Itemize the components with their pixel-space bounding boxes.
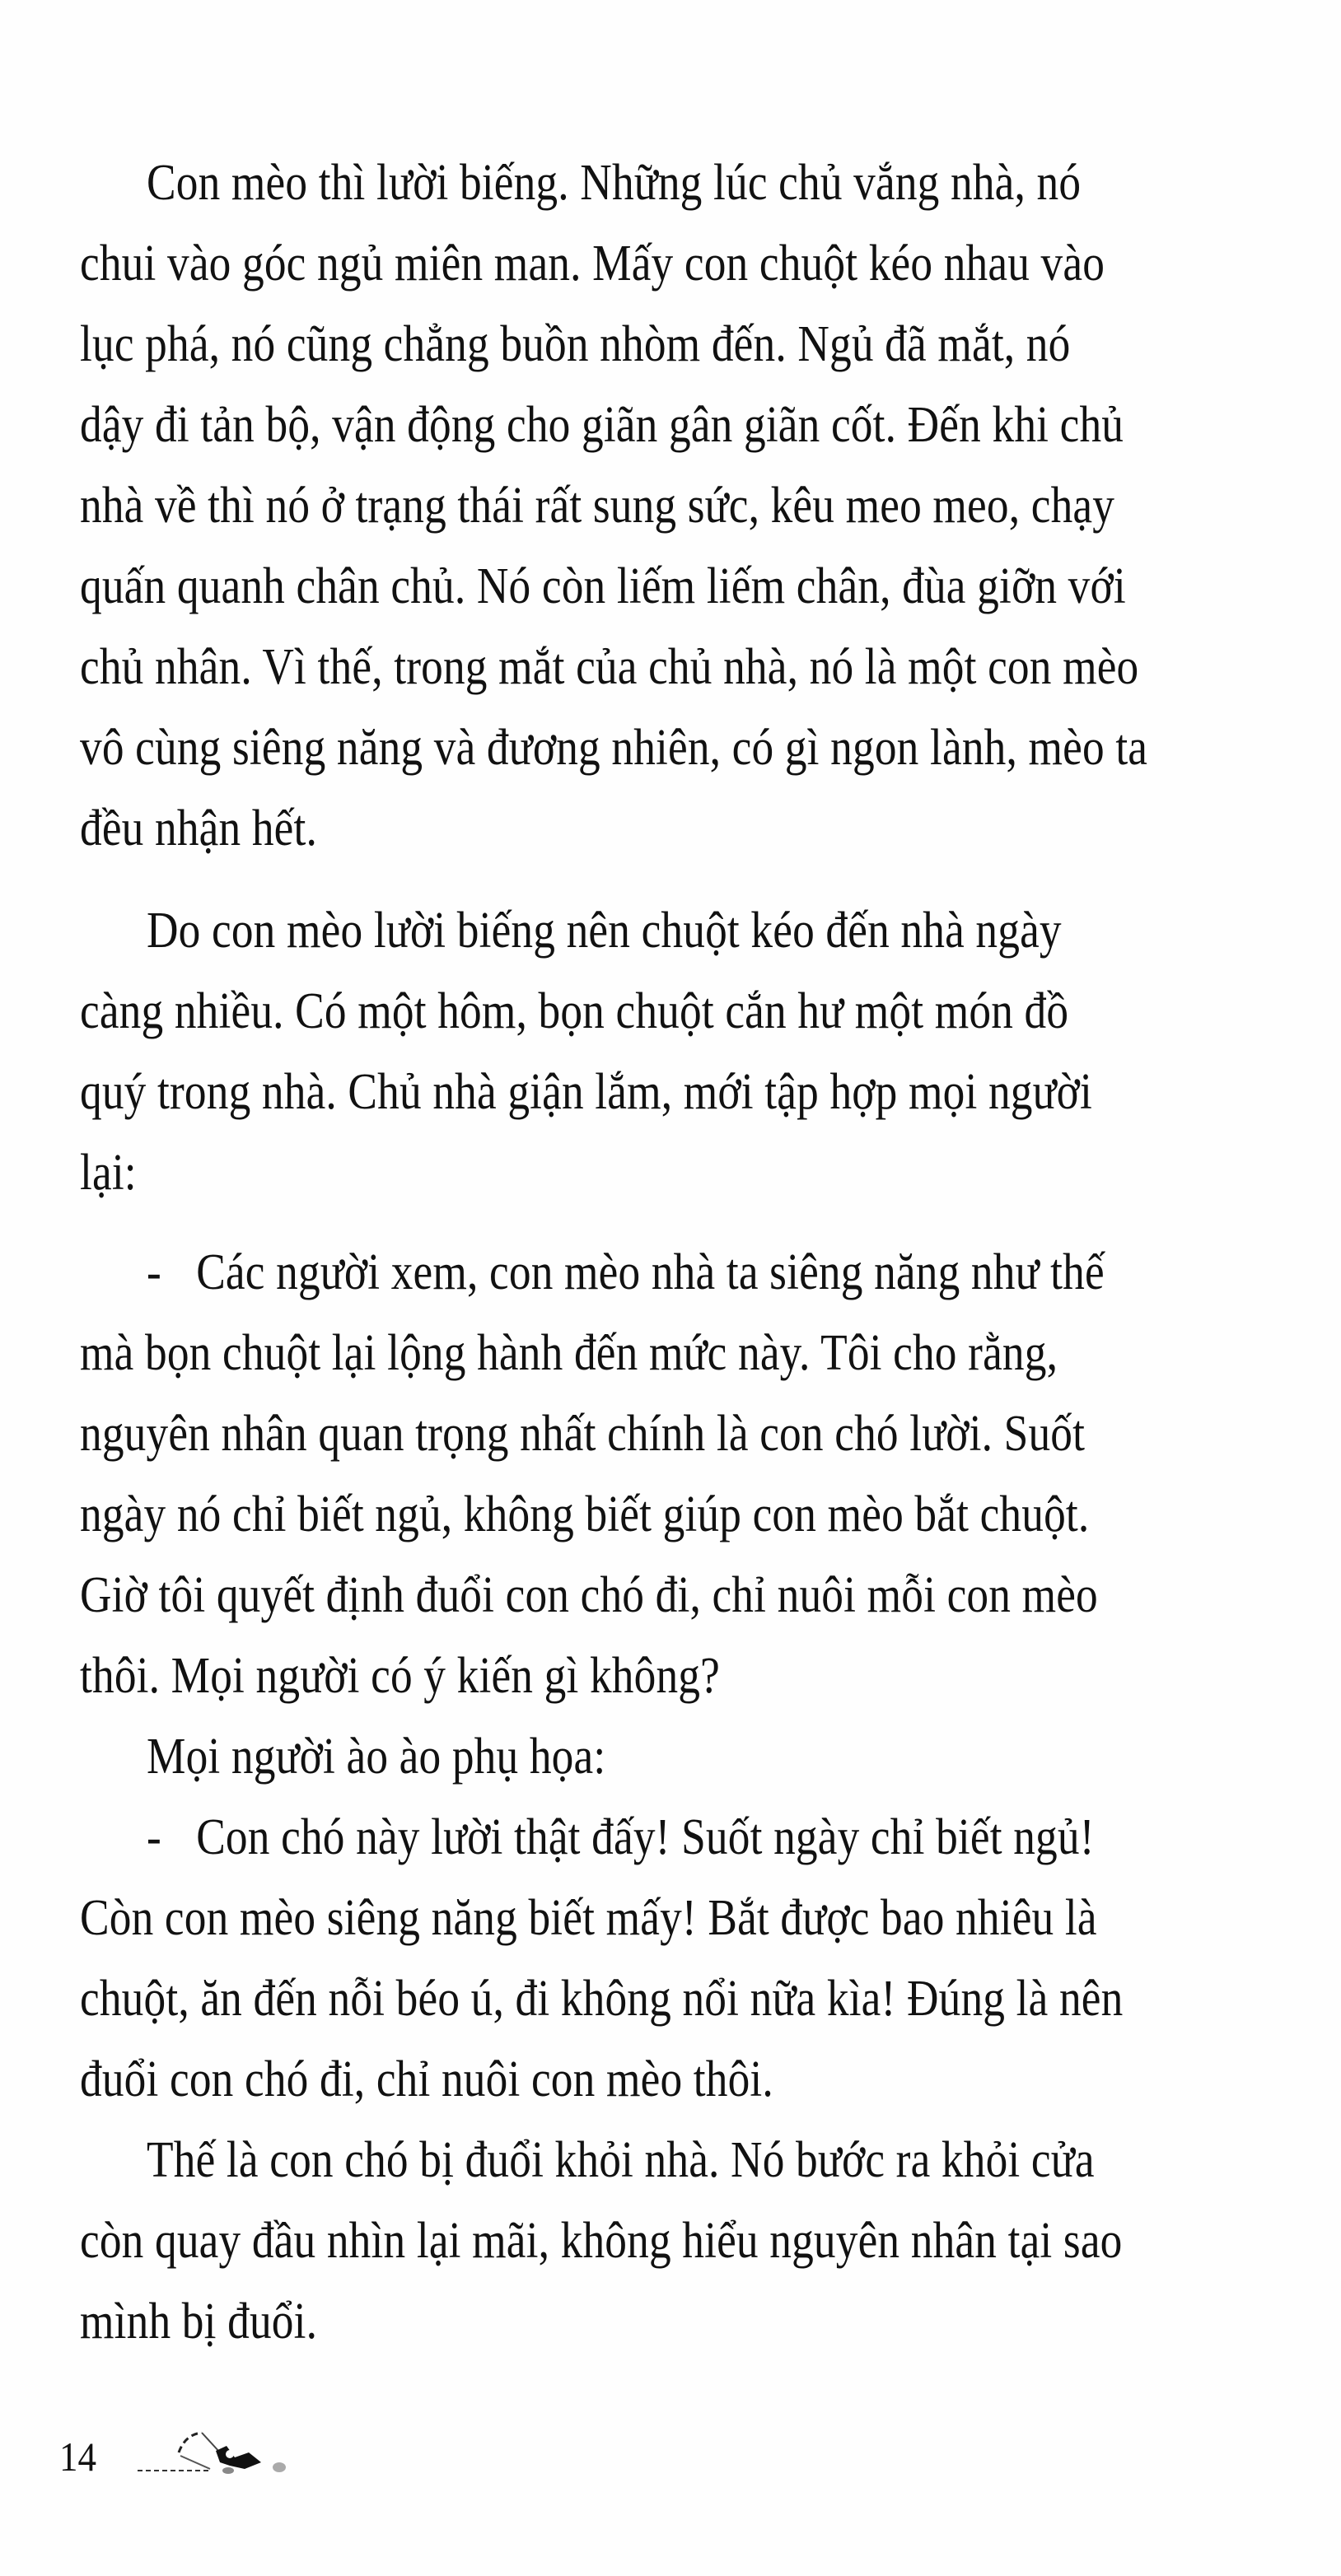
text-line: Do con mèo lười biếng nên chuột kéo đến nhà ngày xyxy=(147,903,1062,959)
text-line: còn quay đầu nhìn lại mãi, không hiểu nguyên nhân tại sao xyxy=(80,2213,1123,2269)
dialogue-line xyxy=(147,1797,1152,1878)
page-number: 14 xyxy=(59,2434,96,2480)
text-line: nguyên nhân quan trọng nhất chính là con chó lười. Suốt xyxy=(80,1406,1086,1462)
text-line: mình bị đuổi. xyxy=(80,2294,318,2350)
text-line: Còn con mèo siêng năng biết mấy! Bắt được bao nhiêu là xyxy=(80,1890,1097,1946)
text-line: mà bọn chuột lại lộng hành đến mức này. Tôi cho rằng, xyxy=(80,1325,1058,1381)
sleeping-figure-ornament-icon xyxy=(138,2428,294,2477)
dialogue-text: Các người xem, con mèo nhà ta siêng năng như thế xyxy=(196,1244,1105,1300)
text-line: thôi. Mọi người có ý kiến gì không? xyxy=(80,1648,720,1704)
text-line: Thế là con chó bị đuổi khỏi nhà. Nó bước ra khỏi cửa xyxy=(147,2132,1095,2188)
text-line: vô cùng siêng năng và đương nhiên, có gì ngon lành, mèo ta xyxy=(80,720,1148,776)
text-line: Giờ tôi quyết định đuổi con chó đi, chỉ nuôi mỗi con mèo xyxy=(80,1567,1098,1623)
dialogue-text: Con chó này lười thật đấy! Suốt ngày chỉ biết ngủ! xyxy=(196,1809,1095,1865)
text-line: lại: xyxy=(80,1145,137,1201)
text-line: chuột, ăn đến nỗi béo ú, đi không nổi nữa kìa! Đúng là nên xyxy=(80,1971,1124,2027)
text-line: Con mèo thì lười biếng. Những lúc chủ vắng nhà, nó xyxy=(147,155,1082,211)
text-line: đều nhận hết. xyxy=(80,800,318,856)
text-line: càng nhiều. Có một hôm, bọn chuột cắn hư một món đồ xyxy=(80,983,1069,1039)
dialogue-dash: - xyxy=(147,1809,161,1865)
text-line: đuổi con chó đi, chỉ nuôi con mèo thôi. xyxy=(80,2051,773,2107)
text-line: Mọi người ào ào phụ họa: xyxy=(147,1729,606,1785)
text-line: chui vào góc ngủ miên man. Mấy con chuột kéo nhau vào xyxy=(80,236,1105,292)
dialogue-line xyxy=(147,1232,1152,1313)
dialogue-dash: - xyxy=(147,1244,161,1300)
page-footer xyxy=(59,2428,294,2480)
text-line: nhà về thì nó ở trạng thái rất sung sức, kêu meo meo, chạy xyxy=(80,478,1115,534)
text-line: ngày nó chỉ biết ngủ, không biết giúp con mèo bắt chuột. xyxy=(80,1486,1090,1542)
text-line: dậy đi tản bộ, vận động cho giãn gân giãn cốt. Đến khi chủ xyxy=(80,397,1124,453)
text-line: quấn quanh chân chủ. Nó còn liếm liếm chân, đùa giỡn với xyxy=(80,558,1126,614)
text-line: lục phá, nó cũng chẳng buồn nhòm đến. Ngủ đã mắt, nó xyxy=(80,316,1071,372)
text-line: chủ nhân. Vì thế, trong mắt của chủ nhà, nó là một con mèo xyxy=(80,639,1139,695)
text-line: quý trong nhà. Chủ nhà giận lắm, mới tập hợp mọi người xyxy=(80,1064,1093,1120)
